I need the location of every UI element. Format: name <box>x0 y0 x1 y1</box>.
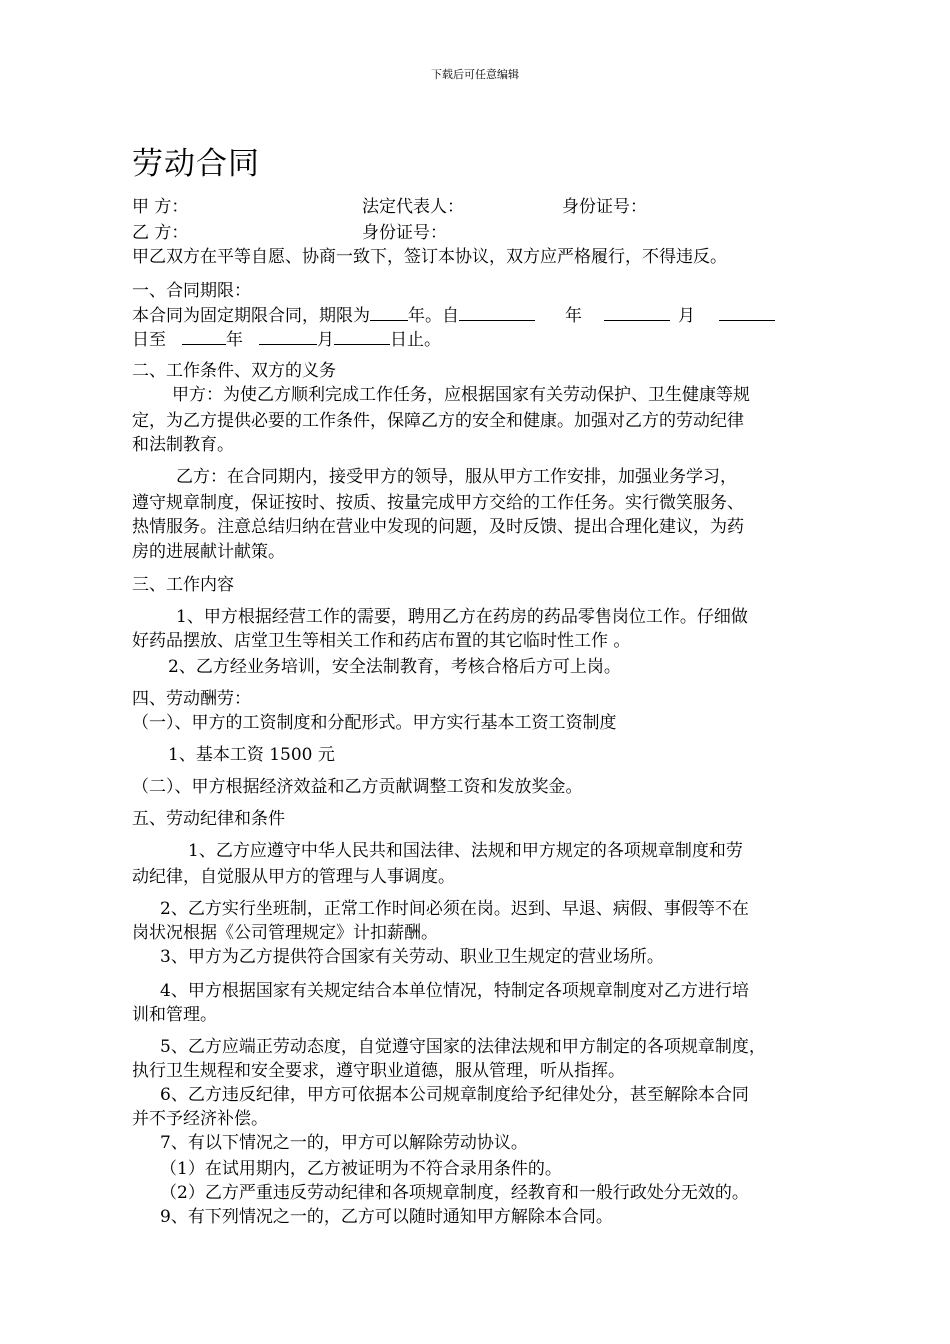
s5-item-2-line-2: 岗状况根据《公司管理规定》计扣薪酬。 <box>132 923 438 943</box>
s1-heading: 一、合同期限： <box>132 281 251 301</box>
term-line-1 <box>132 304 775 327</box>
blank-years[interactable] <box>370 304 408 321</box>
legal-rep-label: 法定代表人： <box>362 197 464 217</box>
s2-party-a-line-3: 和法制教育。 <box>132 435 234 455</box>
term-text-3: 年 <box>565 306 582 326</box>
blank-start-month[interactable] <box>604 304 670 321</box>
s5-item-5-line-1: 5、乙方应端正劳动态度，自觉遵守国家的法律法规和甲方制定的各项规章制度， <box>160 1037 766 1057</box>
term-text-4: 月 <box>678 306 695 326</box>
s4-item-1: （一）、甲方的工资制度和分配形式。甲方实行基本工资工资制度 <box>132 713 617 733</box>
term-text-6: 年 <box>226 330 243 350</box>
party-a-label: 甲 方： <box>132 197 189 217</box>
s2-party-b-line-3: 热情服务。注意总结归纳在营业中发现的问题，及时反馈、提出合理化建议，为药 <box>132 517 744 537</box>
page-title: 劳动合同 <box>132 146 260 182</box>
s3-item-1-line-1: 1、甲方根据经营工作的需要，聘用乙方在药房的药品零售岗位工作。仔细做 <box>176 607 748 627</box>
s2-party-b-line-1: 乙方：在合同期内，接受甲方的领导，服从甲方工作安排，加强业务学习， <box>176 467 737 487</box>
s5-item-6-line-2: 并不予经济补偿。 <box>132 1109 268 1129</box>
term-text-1: 本合同为固定期限合同，期限为 <box>132 306 370 326</box>
blank-start-year[interactable] <box>459 304 535 321</box>
s5-item-4-line-1: 4、甲方根据国家有关规定结合本单位情况，特制定各项规章制度对乙方进行培 <box>160 981 749 1001</box>
s5-item-6-line-1: 6、乙方违反纪律，甲方可依据本公司规章制度给予纪律处分，甚至解除本合同 <box>160 1085 749 1105</box>
term-text-7: 月 <box>317 330 334 350</box>
party-b-label: 乙 方： <box>132 223 189 243</box>
id-label-1: 身份证号： <box>562 197 647 217</box>
s2-party-b-line-2: 遵守规章制度，保证按时、按质、按量完成甲方交给的工作任务。实行微笑服务、 <box>132 493 744 513</box>
s4-base-salary: 1、基本工资 1500 元 <box>168 745 335 765</box>
s5-item-4-line-2: 训和管理。 <box>132 1005 217 1025</box>
header-note: 下载后可任意编辑 <box>431 68 519 81</box>
s5-item-7: 7、有以下情况之一的，甲方可以解除劳动协议。 <box>160 1133 528 1153</box>
s2-party-a-line-2: 定，为乙方提供必要的工作条件，保障乙方的安全和健康。加强对乙方的劳动纪律 <box>132 411 744 431</box>
blank-end-month[interactable] <box>259 328 317 345</box>
blank-end-day[interactable] <box>334 328 390 345</box>
s2-party-a-line-1: 甲方：为使乙方顺利完成工作任务，应根据国家有关劳动保护、卫生健康等规 <box>172 385 750 405</box>
id-label-2: 身份证号： <box>362 223 447 243</box>
s4-item-2: （二）、甲方根据经济效益和乙方贡献调整工资和发放奖金。 <box>132 777 583 797</box>
s4-heading: 四、劳动酬劳： <box>132 689 251 709</box>
s5-item-5-line-2: 执行卫生规程和安全要求，遵守职业道德，服从管理，听从指挥。 <box>132 1061 625 1081</box>
s5-item-3: 3、甲方为乙方提供符合国家有关劳动、职业卫生规定的营业场所。 <box>160 947 664 967</box>
s5-item-9: 9、有下列情况之一的，乙方可以随时通知甲方解除本合同。 <box>160 1207 613 1227</box>
s5-item-1-line-1: 1、乙方应遵守中华人民共和国法律、法规和甲方规定的各项规章制度和劳 <box>188 841 743 861</box>
s5-item-2-line-1: 2、乙方实行坐班制，正常工作时间必须在岗。迟到、早退、病假、事假等不在 <box>160 899 749 919</box>
s3-item-2: 2、乙方经业务培训，安全法制教育，考核合格后方可上岗。 <box>168 657 621 677</box>
intro-text: 甲乙双方在平等自愿、协商一致下，签订本协议，双方应严格履行，不得违反。 <box>132 247 727 267</box>
blank-start-day[interactable] <box>719 304 775 321</box>
s2-heading: 二、工作条件、双方的义务 <box>132 361 336 381</box>
term-text-8: 日止。 <box>390 330 441 350</box>
s3-heading: 三、工作内容 <box>132 575 234 595</box>
s2-party-b-line-4: 房的进展献计献策。 <box>132 542 285 562</box>
s5-heading: 五、劳动纪律和条件 <box>132 809 285 829</box>
s3-item-1-line-2: 好药品摆放、店堂卫生等相关工作和药店布置的其它临时性工作 。 <box>132 631 631 651</box>
s5-item-7-2: （2）乙方严重违反劳动纪律和各项规章制度，经教育和一般行政处分无效的。 <box>160 1183 749 1203</box>
s5-item-1-line-2: 动纪律，自觉服从甲方的管理与人事调度。 <box>132 867 455 887</box>
term-line-2 <box>132 328 441 351</box>
blank-end-year[interactable] <box>182 328 226 345</box>
s5-item-7-1: （1）在试用期内，乙方被证明为不符合录用条件的。 <box>160 1159 562 1179</box>
term-text-5: 日至 <box>132 330 166 350</box>
term-text-2: 年。自 <box>408 306 459 326</box>
